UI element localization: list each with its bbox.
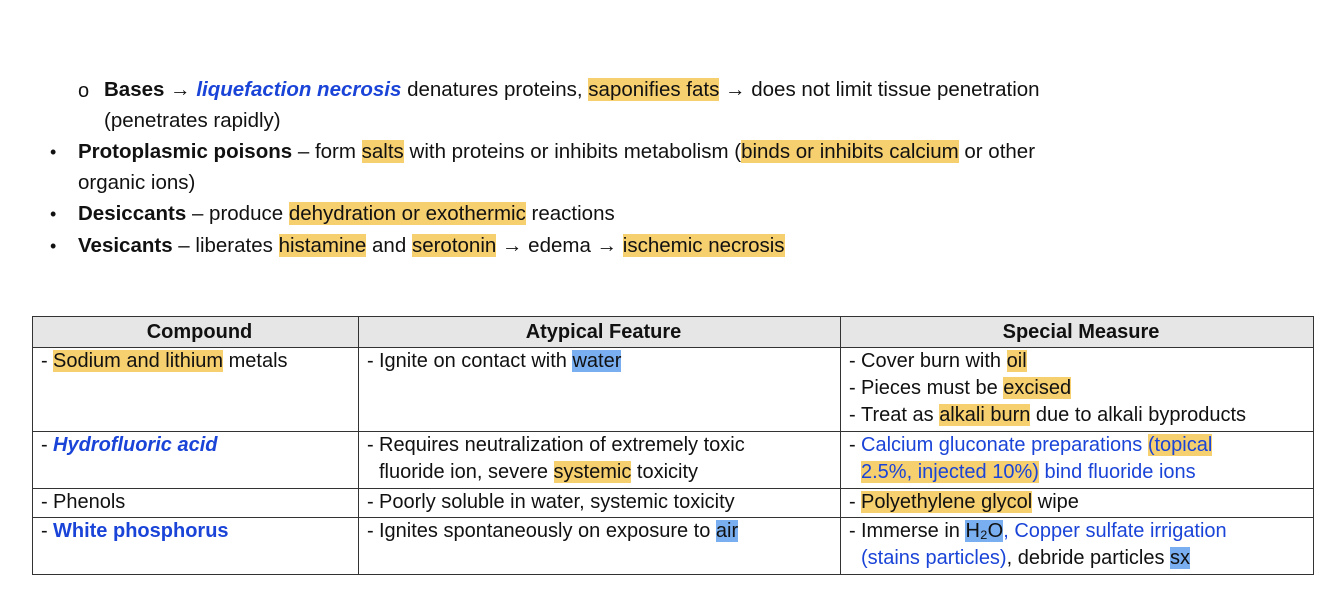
cell-text: Pieces must be [861,377,1004,399]
cell-measure [841,348,1314,432]
protoplasmic-line-1 [78,136,1035,167]
vesicants-text-3: edema [522,234,597,257]
highlight-serotonin: serotonin [411,234,497,257]
dash: - [367,350,374,372]
bases-text-2: does not limit tissue penetration [745,78,1040,101]
cell-compound [33,432,359,489]
bullet-marker: • [50,204,57,224]
highlight-excised: excised [1003,377,1072,399]
cell-text: Cover burn with [861,350,1007,372]
dash: - [849,350,856,372]
vesicants-label: Vesicants [78,234,173,257]
bases-line-2: (penetrates rapidly) [104,109,281,132]
arrow-icon: → [170,78,191,101]
cell-feature [359,518,841,575]
cell-text: Ignites spontaneously on exposure to [379,520,716,542]
arrow-icon: → [725,78,746,101]
cell-measure [841,432,1314,489]
cell-text: due to alkali byproducts [1030,404,1247,426]
dash: - [367,520,374,542]
highlight-saponifies: saponifies fats [588,78,720,101]
vesicants-line [78,230,785,261]
bases-label: Bases [104,78,165,101]
bases-line-1 [104,74,1040,105]
highlight-ischemic-necrosis: ischemic necrosis [622,234,785,257]
cell-text: (stains particles) [861,547,1007,569]
dash: - [367,434,374,456]
bases-emphasis: liquefaction necrosis [196,78,402,101]
cell-text: metals [223,350,288,372]
vesicants-text-1: – liberates [172,234,279,257]
cell-text: , Copper sulfate irrigation [1003,520,1227,542]
cell-feature [359,432,841,489]
dash: - [41,350,48,372]
table-row [33,348,1314,432]
cell-text: bind fluoride ions [1038,461,1196,483]
arrow-icon: → [501,234,523,257]
dash: - [849,520,856,542]
highlight-sx: sx [1170,547,1191,569]
dash: - [849,434,856,456]
highlight-h2o: H₂O [965,520,1004,542]
cell-text: Requires neutralization of extremely toxic [379,434,745,456]
highlight-salts: salts [361,140,404,163]
highlight-histamine: histamine [278,234,367,257]
table-header-row [33,317,1314,348]
table-row [33,489,1314,518]
protoplasmic-label: Protoplasmic poisons [78,140,293,163]
dash: - [41,434,48,456]
arrow-icon: → [596,234,618,257]
protoplasmic-text-3: or other [958,140,1036,163]
header-special-measure: Special Measure [841,317,1314,348]
highlight-injected: 2.5%, injected 10%) [861,461,1039,483]
protoplasmic-text-2: with proteins or inhibits metabolism ( [403,140,742,163]
desiccants-text-2: reactions [525,202,615,225]
dash: - [849,404,856,426]
table-row [33,518,1314,575]
highlight-sodium-lithium: Sodium and lithium [53,350,224,372]
dash: - [849,491,856,513]
protoplasmic-line-2: organic ions) [78,171,196,194]
bases-text-1: denatures proteins, [401,78,589,101]
highlight-oil: oil [1006,350,1027,372]
desiccants-text-1: – produce [186,202,289,225]
cell-feature [359,348,841,432]
cell-text: wipe [1032,491,1079,513]
cell-text: toxicity [631,461,699,483]
dash: - [849,377,856,399]
desiccants-line [78,198,615,229]
cell-text: Immerse in [861,520,966,542]
highlight-air: air [715,520,739,542]
bullet-marker: • [50,236,57,256]
dash: - [41,491,48,513]
cell-compound [33,518,359,575]
header-compound: Compound [33,317,359,348]
compound-hydrofluoric: Hydrofluoric acid [53,434,218,456]
cell-text: Calcium gluconate preparations [861,434,1148,456]
dash: - [41,520,48,542]
highlight-alkali-burn: alkali burn [939,404,1031,426]
cell-measure [841,489,1314,518]
cell-measure [841,518,1314,575]
highlight-systemic: systemic [553,461,632,483]
cell-text: Treat as [861,404,940,426]
compound-white-phosphorus: White phosphorus [53,520,229,542]
cell-compound [33,348,359,432]
cell-text: , debride particles [1006,547,1171,569]
cell-text: Ignite on contact with [379,350,573,372]
protoplasmic-text-1: – form [292,140,362,163]
compound-phenols: Phenols [53,491,126,513]
sub-bullet-marker: o [78,80,90,102]
header-atypical-feature: Atypical Feature [359,317,841,348]
cell-text: fluoride ion, severe [379,461,554,483]
cell-text: Poorly soluble in water, systemic toxicity [379,491,735,513]
highlight-water: water [572,350,622,372]
compound-table [32,316,1314,575]
highlight-topical: (topical [1147,434,1213,456]
highlight-binds-calcium: binds or inhibits calcium [741,140,959,163]
highlight-dehydration: dehydration or exothermic [288,202,526,225]
cell-feature [359,489,841,518]
desiccants-label: Desiccants [78,202,187,225]
highlight-polyethylene-glycol: Polyethylene glycol [861,491,1033,513]
table-row [33,432,1314,489]
vesicants-text-2: and [366,234,412,257]
cell-compound [33,489,359,518]
bullet-marker: • [50,142,57,162]
dash: - [367,491,374,513]
